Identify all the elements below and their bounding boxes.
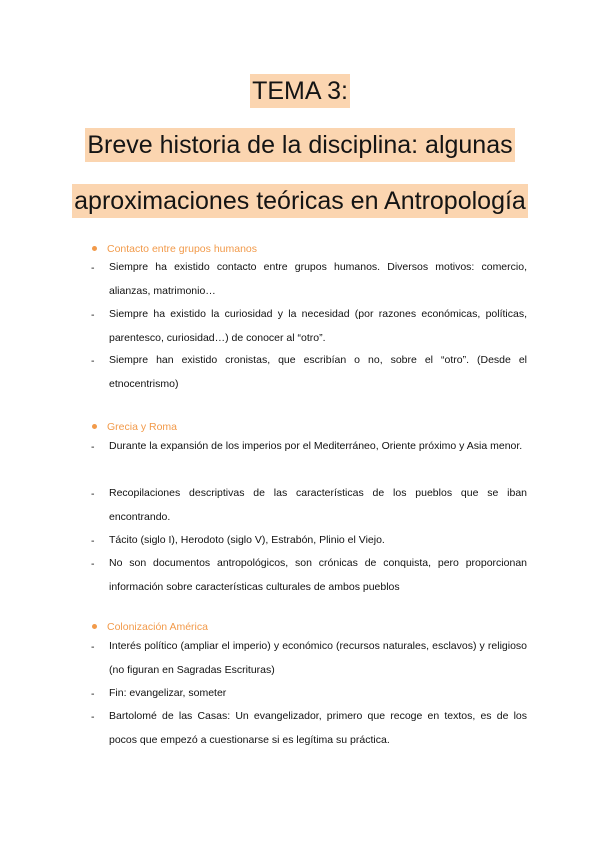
title-block — [0, 74, 600, 232]
title-line-1: TEMA 3: — [250, 74, 350, 108]
dash-icon: - — [91, 711, 95, 723]
section-heading-contacto: Contacto entre grupos humanos — [92, 243, 257, 255]
section-heading-colonizacion: Colonización América — [92, 621, 208, 633]
dash-icon: - — [91, 688, 95, 700]
section-heading-grecia: Grecia y Roma — [92, 421, 177, 433]
dash-icon: - — [91, 558, 95, 570]
dash-icon: - — [91, 309, 95, 321]
dash-icon: - — [91, 355, 95, 367]
title-line-2: Breve historia de la disciplina: algunas — [85, 128, 514, 162]
bullet-dot-icon — [92, 624, 97, 629]
title-line-3: aproximaciones teóricas en Antropología — [72, 184, 528, 218]
dash-icon: - — [91, 262, 95, 274]
bullet-dot-icon — [92, 424, 97, 429]
document-page: TEMA 3: Breve historia de la disciplina: algunas aproximaciones teóricas en Antropología Contacto entre grupos humanos - Siempre ha existido contacto entre grupos humanos. Diversos motivos: comercio, alianzas, matrimonio… - Siempre ha existido la curiosidad y la necesidad (por razones económicas, políticas, parentesco, curiosidad…) de conocer al “otro”. - Siempre han existido cronistas, que escribían o no, sobre el “otro”. (Desde el etnocentrismo) Grecia y Roma - Durante la expansión de los imperios por el Mediterráneo, Oriente próximo y Asia menor. - Recopilaciones descriptivas de las características de los pueblos que se iban encontrando. - Tácito (siglo I), Herodoto (siglo V), Estrabón, Plinio el Viejo. - No son documentos antropológicos, son crónicas de conquista, pero proporcionan información sobre características culturales de ambos pueblos Colonización América - Interés político (ampliar el imperio) y económico (recursos naturales, esclavos) y religioso (no figuran en Sagradas Escrituras) - Fin: evangelizar, someter - Bartolomé de las Casas: Un evangelizador, primero que recoge en textos, es de los pocos que empezó a cuestionarse si es legítima su práctica. — [0, 0, 600, 848]
dash-icon: - — [91, 535, 95, 547]
dash-icon: - — [91, 641, 95, 653]
dash-icon: - — [91, 488, 95, 500]
dash-icon: - — [91, 441, 95, 453]
bullet-dot-icon — [92, 246, 97, 251]
